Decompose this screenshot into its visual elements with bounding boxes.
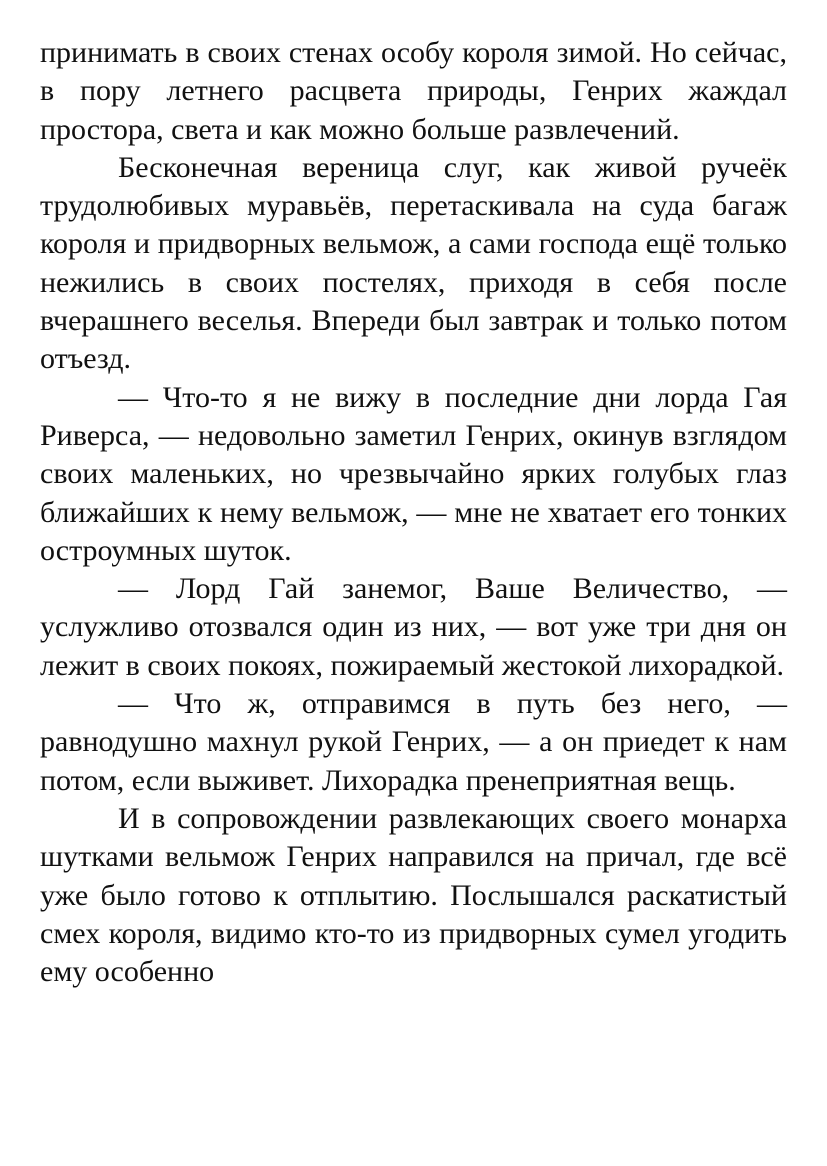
paragraph-1: принимать в своих стенах особу короля зимой. Но сейчас, в пору летнего расцвета природы, Генрих жаждал простора, света и как можно больше развлечений. bbox=[40, 36, 787, 146]
document-page bbox=[40, 34, 787, 991]
paragraph-3: — Что-то я не вижу в последние дни лорда Гая Риверса, — недовольно заметил Генрих, окинув взглядом своих маленьких, но чрезвычайно ярких голубых глаз ближайших к нему вельмож, — мне не хватает его тонких остроумных шуток. bbox=[40, 380, 787, 567]
paragraph-2: Бесконечная вереница слуг, как живой ручеёк трудолюбивых муравьёв, перетаскивала на суда багаж короля и придворных вельмож, а сами господа ещё только нежились в своих постелях, приходя в себя после вчерашнего веселья. Впереди был завтрак и только потом отъезд. bbox=[40, 150, 787, 376]
paragraph-5: — Что ж, отправимся в путь без него, — равнодушно махнул рукой Генрих, — а он приедет к нам потом, если выживет. Лихорадка пренеприятная вещь. bbox=[40, 687, 787, 797]
paragraph-4: — Лорд Гай занемог, Ваше Величество, — услужливо отозвался один из них, — вот уже три дня он лежит в своих покоях, пожираемый жестокой лихорадкой. bbox=[40, 572, 787, 682]
paragraph-6: И в сопровождении развлекающих своего монарха шутками вельмож Генрих направился на причал, где всё уже было готово к отплытию. Послышался раскатистый смех короля, видимо кто-то из придворных сумел угодить ему особенно bbox=[40, 801, 787, 989]
